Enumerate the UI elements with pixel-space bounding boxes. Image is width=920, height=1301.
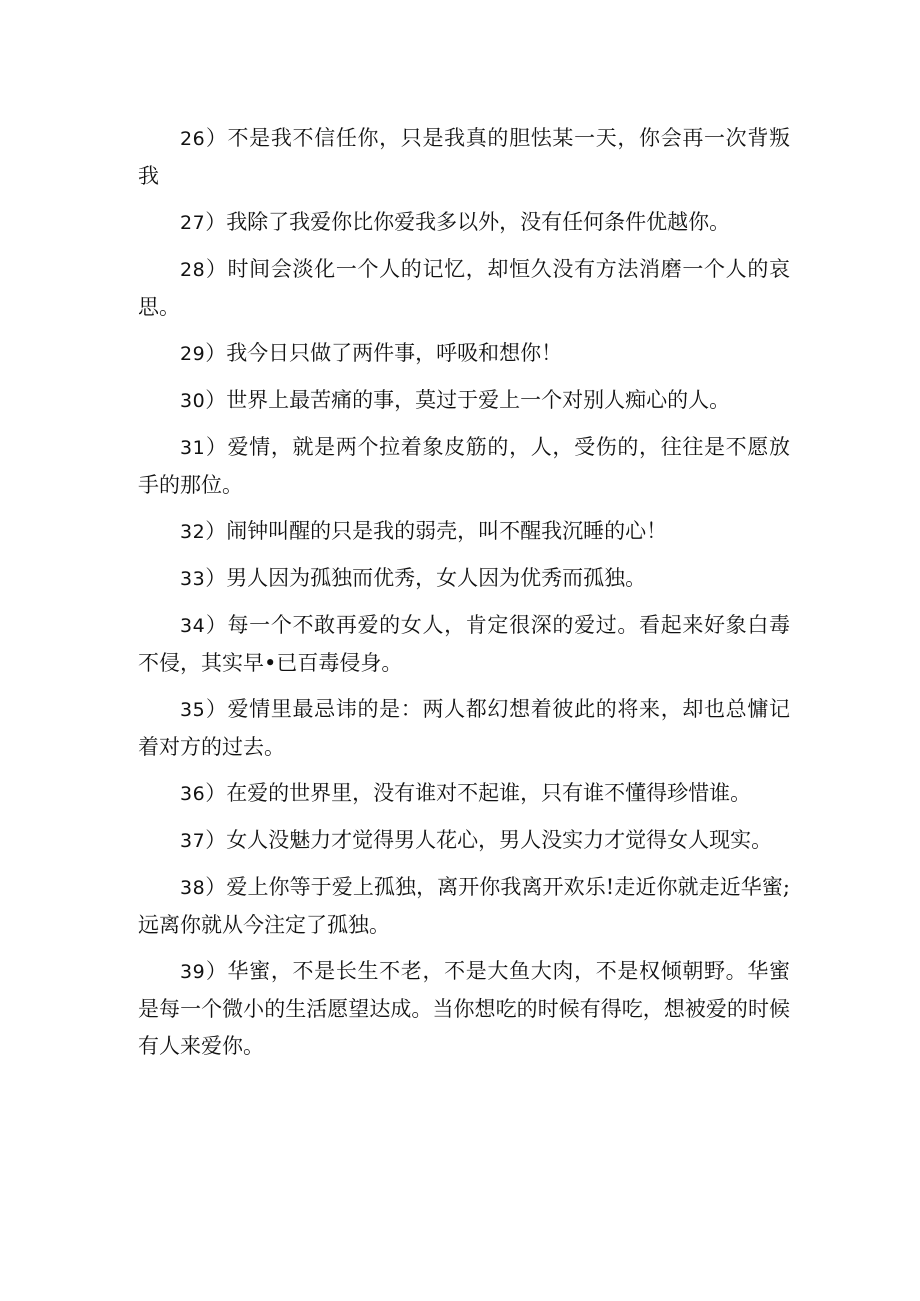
item-text: 爱情，就是两个拉着象皮筋的，人，受伤的，往往是不愿放手的那位。 bbox=[138, 435, 791, 497]
item-marker: ） bbox=[205, 828, 227, 852]
item-number: 29 bbox=[180, 343, 206, 365]
item-number: 38 bbox=[180, 877, 206, 899]
item-number: 26 bbox=[180, 128, 206, 150]
item-marker: ） bbox=[205, 781, 227, 805]
item-marker: ） bbox=[205, 566, 227, 590]
item-marker: ） bbox=[205, 519, 227, 543]
item-marker: ） bbox=[205, 959, 228, 983]
item-text: 不是我不信任你，只是我真的胆怯某一天，你会再一次背叛我 bbox=[138, 126, 791, 188]
list-item bbox=[138, 607, 790, 682]
list-item bbox=[138, 691, 790, 766]
list-item bbox=[138, 335, 790, 373]
item-marker: ） bbox=[205, 435, 228, 459]
item-marker: ） bbox=[205, 341, 227, 365]
list-item bbox=[138, 204, 790, 242]
item-text: 我除了我爱你比你爱我多以外，没有任何条件优越你。 bbox=[226, 210, 731, 234]
item-number: 37 bbox=[180, 830, 206, 852]
item-text: 我今日只做了两件事，呼吸和想你！ bbox=[226, 341, 563, 365]
list-item bbox=[138, 382, 790, 420]
list-item bbox=[138, 429, 790, 504]
item-text: 华蜜，不是长生不老，不是大鱼大肉，不是权倾朝野。华蜜是每一个微小的生活愿望达成。当你想吃的时候有得吃，想被爱的时候有人来爱你。 bbox=[138, 959, 791, 1058]
item-marker: ） bbox=[205, 210, 227, 234]
list-item bbox=[138, 822, 790, 860]
item-number: 32 bbox=[180, 521, 206, 543]
list-item bbox=[138, 251, 790, 326]
item-text: 爱情里最忌讳的是：两人都幻想着彼此的将来，却也总慵记着对方的过去。 bbox=[138, 697, 791, 759]
item-number: 30 bbox=[180, 390, 206, 412]
item-marker: ） bbox=[205, 613, 228, 637]
list-item bbox=[138, 513, 790, 551]
list-item bbox=[138, 953, 790, 1065]
item-number: 35 bbox=[180, 699, 206, 721]
item-text: 在爱的世界里，没有谁对不起谁，只有谁不懂得珍惜谁。 bbox=[226, 781, 752, 805]
list-item bbox=[138, 775, 790, 813]
item-number: 31 bbox=[180, 437, 206, 459]
item-marker: ） bbox=[205, 697, 228, 721]
item-marker: ） bbox=[205, 875, 227, 899]
item-marker: ） bbox=[205, 388, 227, 412]
item-text: 爱上你等于爱上孤独，离开你我离开欢乐!走近你就走近华蜜;远离你就从今注定了孤独。 bbox=[138, 875, 791, 937]
item-number: 28 bbox=[180, 259, 206, 281]
item-number: 36 bbox=[180, 783, 206, 805]
list-item bbox=[138, 560, 790, 598]
list-item bbox=[138, 869, 790, 944]
item-text: 男人因为孤独而优秀，女人因为优秀而孤独。 bbox=[226, 566, 647, 590]
item-number: 39 bbox=[180, 961, 206, 983]
item-text: 女人没魅力才觉得男人花心，男人没实力才觉得女人现实。 bbox=[226, 828, 773, 852]
list-item bbox=[138, 120, 790, 195]
item-number: 34 bbox=[180, 615, 206, 637]
item-marker: ） bbox=[205, 257, 228, 281]
item-text: 世界上最苦痛的事，莫过于爱上一个对别人痴心的人。 bbox=[226, 388, 731, 412]
item-number: 33 bbox=[180, 568, 206, 590]
item-text: 时间会淡化一个人的记忆，却恒久没有方法消磨一个人的哀思。 bbox=[138, 257, 791, 319]
item-text: 闹钟叫醒的只是我的弱壳，叫不醒我沉睡的心！ bbox=[226, 519, 668, 543]
item-marker: ） bbox=[205, 126, 228, 150]
document-body bbox=[138, 120, 790, 1074]
item-number: 27 bbox=[180, 212, 206, 234]
item-text: 每一个不敢再爱的女人，肯定很深的爱过。看起来好象白毒不侵，其实早•已百毒侵身。 bbox=[138, 613, 791, 675]
